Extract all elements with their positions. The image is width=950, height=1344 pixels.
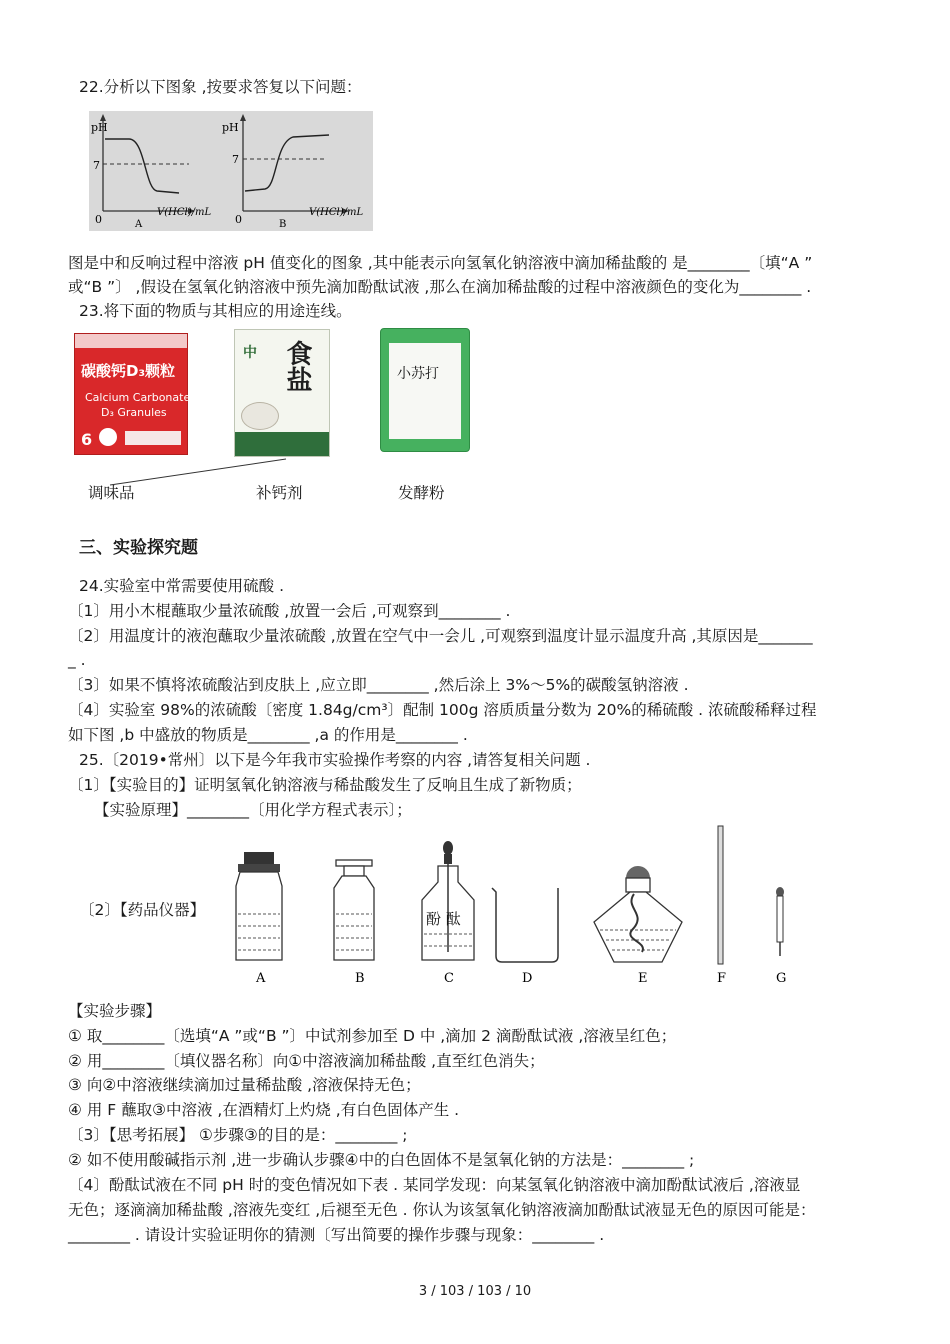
use-leavening-agent: 发酵粉 — [398, 484, 445, 502]
chart-b-tick-7: 7 — [232, 153, 239, 166]
beaker-d — [492, 888, 558, 962]
apparatus-letter-g: G — [776, 971, 787, 986]
reagent-bottle-a — [236, 852, 282, 960]
calcium-en-name-1: Calcium Carbonate — [85, 391, 191, 404]
chart-b-origin: 0 — [235, 213, 242, 226]
chart-b-curve — [245, 135, 329, 191]
step-4: ④ 用 F 蘸取③中溶液 ,在酒精灯上灼烧 ,有白色固体产生 . — [68, 1101, 460, 1119]
question-24-part3: 〔3〕如果不慎将浓硫酸沾到皮肤上 ,应立即________ ,然后涂上 3%～5%的碳酸氢钠溶液 . — [68, 676, 689, 694]
apparatus-figure — [228, 822, 798, 994]
question-22-line2: 或“B ”〕 ,假设在氢氧化钠溶液中预先滴加酚酞试液 ,那么在滴加稀盐酸的过程中溶液颜色的变化为________ . — [68, 278, 812, 296]
question-25-part4b: 无色；逐滴滴加稀盐酸 ,溶液先变红 ,后褪至无色 . 你认为该氢氧化钠溶液滴加酚酞试液显无色的原因可能是： — [68, 1201, 816, 1219]
calcium-pack-number: 6 — [81, 430, 93, 449]
chart-b-x-label: V(HCl)/mL — [309, 207, 364, 218]
baking-soda-label: 小苏打 — [397, 366, 439, 382]
calcium-cn-name: 碳酸钙D₃颗粒 — [81, 362, 176, 380]
chart-a-y-label: pH — [91, 121, 108, 134]
step-1: ① 取________〔选填“A ”或“B ”〕中试剂参加至 D 中 ,滴加 2 滴酚酞试液 ,溶液呈红色； — [68, 1027, 677, 1045]
apparatus-letter-f: F — [717, 971, 727, 986]
step-2: ② 用________〔填仪器名称〕向①中溶液滴加稀盐酸 ,直至红色消失； — [68, 1052, 545, 1070]
apparatus-letter-e: E — [638, 971, 648, 986]
dropper-g — [776, 887, 784, 956]
ph-chart-b — [222, 114, 363, 230]
question-24-part4b: 如下图 ,b 中盛放的物质是________ ,a 的作用是________ . — [68, 726, 468, 744]
apparatus-letter-b: B — [355, 971, 365, 986]
glass-rod-f — [718, 826, 723, 964]
question-24-title: 24.实验室中常需要使用硫酸 . — [79, 577, 285, 595]
dropper-bottle-c — [422, 841, 474, 960]
calcium-en-name-2: D₃ Granules — [101, 406, 167, 419]
chart-a-x-label: V(HCl)/mL — [157, 207, 212, 218]
chart-b-y-label: pH — [222, 121, 239, 134]
question-24-part2b: _ . — [68, 651, 86, 669]
salt-package — [234, 329, 330, 457]
question-25-part4c: ________ . 请设计实验证明你的猜测〔写出简要的操作步骤与现象：________ . — [68, 1226, 605, 1244]
ph-charts — [89, 111, 373, 231]
apparatus-letter-d: D — [522, 971, 533, 986]
clock-icon — [99, 428, 117, 446]
salt-brand-mark: 中 — [243, 345, 257, 361]
page-footer: 3 / 103 / 103 / 10 — [418, 1284, 532, 1299]
section-3-heading: 三、实验探究题 — [79, 538, 198, 558]
question-24-part1: 〔1〕用小木棍蘸取少量浓硫酸 ,放置一会后 ,可观察到________ . — [68, 602, 511, 620]
steps-title: 【实验步骤】 — [68, 1002, 162, 1020]
chart-a-origin: 0 — [95, 213, 102, 226]
question-22-title: 22.分析以下图象 ,按要求答复以下问题： — [79, 78, 362, 96]
question-25-principle: 【实验原理】________〔用化学方程式表示〕； — [94, 801, 412, 819]
question-25-part4a: 〔4〕酚酞试液在不同 pH 时的变色情况如下表 . 某同学发现：向某氢氧化钠溶液中滴加酚酞试液后 ,溶液显 — [68, 1176, 801, 1194]
step-3: ③ 向②中溶液继续滴加过量稀盐酸 ,溶液保持无色； — [68, 1076, 421, 1094]
question-25-apparatus-label: 〔2〕【药品仪器】 — [79, 901, 206, 919]
phenolphthalein-label: 酚 酞 — [426, 910, 461, 928]
calcium-carbonate-package — [74, 333, 191, 455]
apparatus-letter-a: A — [256, 971, 266, 986]
salt-title: 食盐 — [282, 340, 312, 392]
question-25-part1: 〔1〕【实验目的】证明氢氧化钠溶液与稀盐酸发生了反响且生成了新物质； — [68, 776, 582, 794]
question-24-part4a: 〔4〕实验室 98%的浓硫酸〔密度 1.84g/cm³〕配制 100g 溶质质量分数为 20%的稀硫酸 . 浓硫酸稀释过程 — [68, 701, 817, 719]
chart-a-tick-7: 7 — [93, 159, 100, 172]
use-calcium-supplement: 补钙剂 — [256, 484, 303, 502]
chart-b-caption: B — [279, 219, 287, 230]
apparatus-letter-c: C — [444, 971, 454, 986]
reagent-bottle-b — [334, 860, 374, 960]
question-24-part2a: 〔2〕用温度计的液泡蘸取少量浓硫酸 ,放置在空气中一会儿 ,可观察到温度计显示温度升高 ,其原因是_______ — [68, 627, 813, 645]
salt-bowl-icon — [241, 402, 279, 430]
thinking-2: ② 如不使用酸碱指示剂 ,进一步确认步骤④中的白色固体不是氢氧化钠的方法是：________ ; — [68, 1151, 695, 1169]
chart-a-curve — [105, 139, 179, 193]
use-seasoning: 调味品 — [88, 484, 135, 502]
chart-a-caption: A — [135, 219, 143, 230]
thinking-1: 〔3〕【思考拓展】 ①步骤③的目的是：________ ; — [68, 1126, 408, 1144]
question-23-title: 23.将下面的物质与其相应的用途连线。 — [79, 302, 352, 320]
ph-chart-a — [91, 114, 211, 230]
question-25-title: 25.〔2019•常州〕以下是今年我市实验操作考察的内容 ,请答复相关问题 . — [79, 751, 591, 769]
baking-soda-package — [380, 328, 470, 452]
alcohol-lamp-e — [594, 866, 682, 962]
question-22-line1: 图是中和反响过程中溶液 pH 值变化的图象 ,其中能表示向氢氧化钠溶液中滴加稀盐酸的 是________〔填“A ” — [68, 254, 813, 272]
